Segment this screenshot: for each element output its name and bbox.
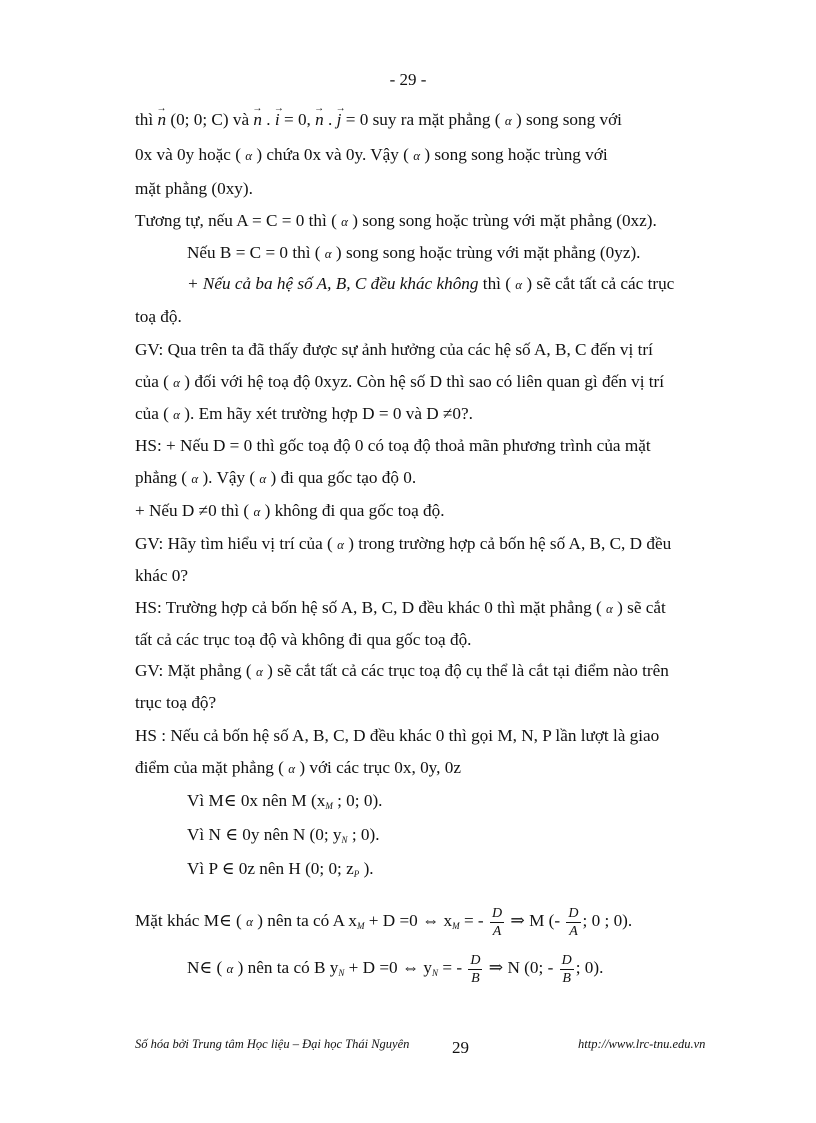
- in-symbol: ∈: [219, 911, 232, 930]
- alpha-symbol: α: [173, 375, 180, 390]
- in-symbol: ∈: [199, 958, 213, 977]
- vector-n: → n: [253, 110, 262, 130]
- vector-i: → i: [275, 110, 280, 130]
- alpha-symbol: α: [337, 537, 344, 552]
- text-line: của ( α ) đối với hệ toạ độ 0xyz. Còn hệ số D thì sao có liên quan gì đến vị trí: [135, 372, 665, 391]
- formula-line: Mặt khác M∈ ( α ) nên ta có A $x_M + D =0$ ⇔ $x_M$ = - $\frac{D}{A}$ ⇒ M (- $\frac{D}{A}$ ; 0 ; 0).: [135, 905, 633, 939]
- implies-symbol: ⇒: [510, 911, 525, 930]
- neq-symbol: ≠: [442, 404, 453, 423]
- in-symbol: ∈: [225, 825, 238, 844]
- in-symbol: ∈: [221, 859, 235, 878]
- text-line: 0x và 0y hoặc ( α ) chứa 0x và 0y. Vậy ( α ) song song hoặc trùng với: [135, 145, 608, 164]
- text-line: phẳng ( α ). Vậy ( α ) đi qua gốc tạo độ 0.: [135, 468, 417, 487]
- text-line: trục toạ độ?: [135, 693, 217, 712]
- text-line: mặt phẳng (0xy).: [135, 179, 253, 198]
- text-line: khác 0?: [135, 566, 188, 585]
- text-line: Tương tự, nếu A = C = 0 thì ( α ) song song hoặc trùng với mặt phẳng (0xz).: [135, 211, 657, 230]
- fraction: $\frac{D}{B}$: [470, 952, 481, 986]
- fraction: $\frac{D}{B}$: [561, 952, 572, 986]
- alpha-symbol: α: [413, 148, 421, 163]
- footer-url: http://www.lrc-tnu.edu.vn: [578, 1037, 706, 1051]
- text-line: tất cả các trục toạ độ và không đi qua gốc toạ độ.: [135, 630, 472, 649]
- iff-symbol: ⇔: [401, 958, 420, 977]
- implies-symbol: ⇒: [488, 958, 504, 977]
- alpha-symbol: α: [173, 407, 180, 422]
- alpha-symbol: α: [246, 914, 253, 929]
- text-line: GV: Qua trên ta đã thấy được sự ảnh hưởng của các hệ số A, B, C đến vị trí: [135, 340, 653, 359]
- text-line: + Nếu cả ba hệ số A, B, C đều khác không thì ( α ) sẽ cắt tất cả các trục: [187, 274, 675, 293]
- text-line: GV: Mặt phẳng ( α ) sẽ cắt tất cả các trục toạ độ cụ thể là cắt tại điểm nào trên: [135, 661, 669, 680]
- alpha-symbol: α: [324, 246, 332, 261]
- iff-symbol: ⇔: [422, 911, 440, 930]
- in-symbol: ∈: [223, 791, 237, 810]
- alpha-symbol: α: [515, 277, 523, 292]
- text-line: HS: + Nếu D = 0 thì gốc toạ độ 0 có toạ độ thoả mãn phương trình của mặt: [135, 436, 651, 455]
- text-line: Nếu B = C = 0 thì ( α ) song song hoặc trùng với mặt phẳng (0yz).: [187, 243, 641, 262]
- vector-n: → n: [157, 110, 166, 130]
- text-line: + Nếu D ≠0 thì ( α ) không đi qua gốc toạ độ.: [135, 501, 445, 520]
- alpha-symbol: α: [226, 961, 234, 976]
- footer-source: Số hóa bởi Trung tâm Học liệu – Đại học Thái Nguyên: [135, 1037, 410, 1051]
- text-line: HS: Trường hợp cả bốn hệ số A, B, C, D đều khác 0 thì mặt phẳng ( α ) sẽ cắt: [135, 598, 666, 617]
- text-line: điểm của mặt phẳng ( α ) với các trục 0x, 0y, 0z: [135, 758, 461, 777]
- alpha-symbol: α: [255, 664, 263, 679]
- alpha-symbol: α: [191, 471, 199, 486]
- alpha-symbol: α: [259, 471, 267, 486]
- alpha-symbol: α: [504, 113, 512, 128]
- footer-page-number: 29: [452, 1038, 469, 1057]
- text-line: Vì P ∈ 0z nên H (0; 0; $z_P$ ).: [187, 859, 374, 879]
- text-line: GV: Hãy tìm hiểu vị trí của ( α ) trong trường hợp cả bốn hệ số A, B, C, D đều: [135, 534, 672, 553]
- text-line: thì → n (0; 0; C) và → n . → i = 0, → n . → j = 0 suy ra mặt phẳng ( α ) song song với: [135, 110, 622, 131]
- alpha-symbol: α: [253, 504, 261, 519]
- vector-n: → n: [315, 110, 324, 130]
- text-line: của ( α ). Em hãy xét trường hợp D = 0 và D ≠0?.: [135, 404, 473, 423]
- vector-j: → j: [337, 110, 342, 130]
- page-number: - 29 -: [389, 70, 427, 89]
- text-line: Vì M∈ 0x nên M ($x_M$ ; 0; 0).: [187, 791, 383, 811]
- fraction: $\frac{D}{A}$: [491, 905, 503, 939]
- alpha-symbol: α: [245, 148, 253, 163]
- neq-symbol: ≠: [198, 501, 209, 520]
- formula-line: N∈ ( α ) nên ta có B $y_N + D =0$ ⇔ $y_N$ = - $\frac{D}{B}$ ⇒ N (0; - $\frac{D}{B}$ ; 0).: [187, 952, 604, 986]
- alpha-symbol: α: [606, 601, 613, 616]
- alpha-symbol: α: [288, 761, 296, 776]
- text-line: HS : Nếu cả bốn hệ số A, B, C, D đều khác 0 thì gọi M, N, P lần lượt là giao: [135, 726, 660, 745]
- text-line: toạ độ.: [135, 307, 182, 326]
- alpha-symbol: α: [341, 214, 348, 229]
- fraction: $\frac{D}{A}$: [568, 905, 579, 939]
- text-line: Vì N ∈ 0y nên N (0; $y_N$ ; 0).: [187, 825, 380, 845]
